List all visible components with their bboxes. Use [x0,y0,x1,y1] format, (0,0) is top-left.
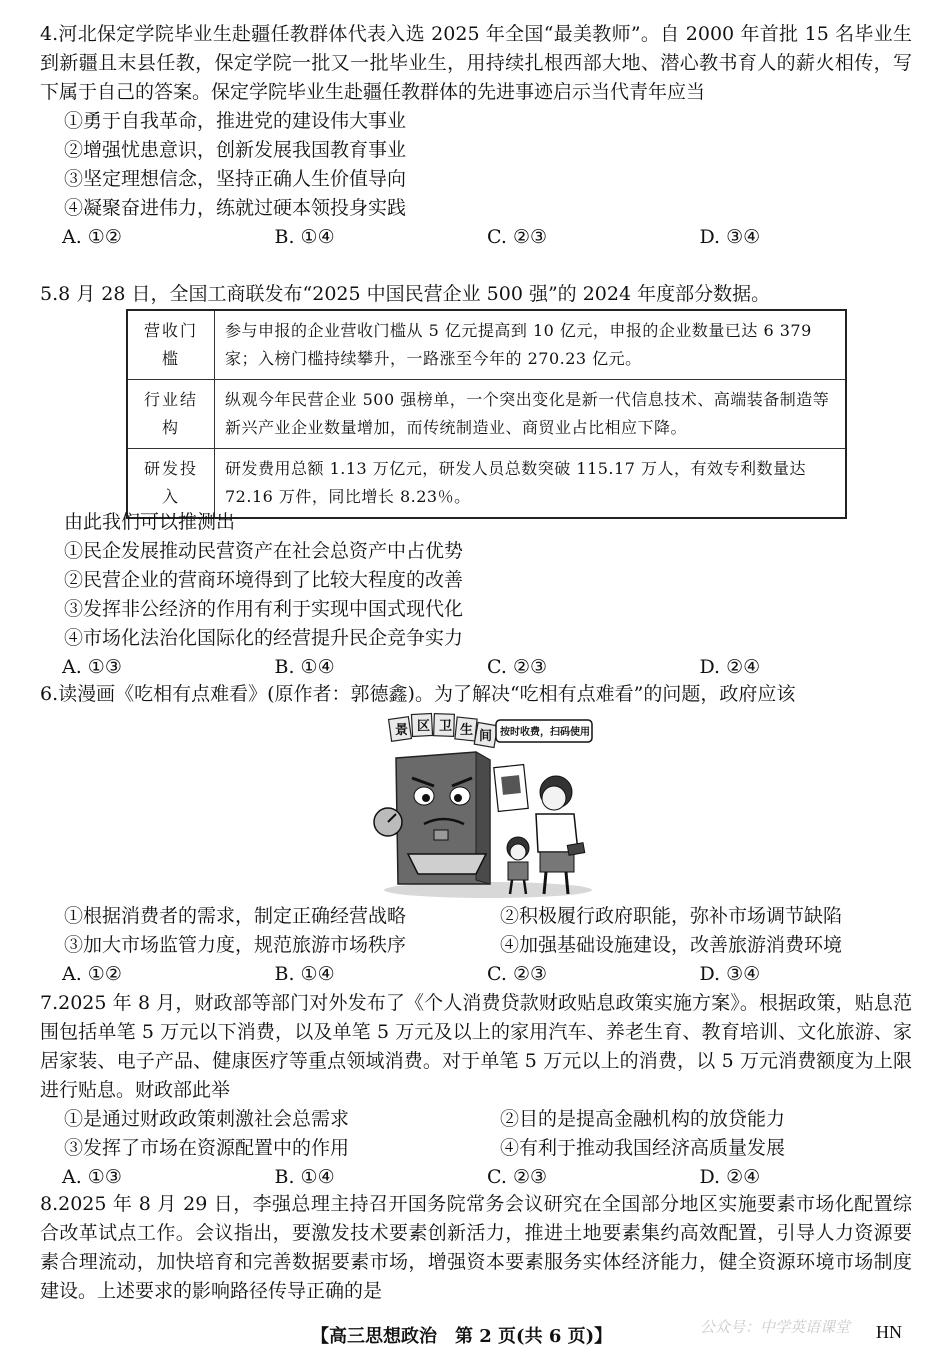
question-4-option-1: ①勇于自我革命，推进党的建设伟大事业 [64,110,407,132]
question-5 [40,508,912,682]
question-6-option-3: ③加大市场监管力度，规范旅游市场秩序 [64,934,407,956]
question-5-answers [40,653,912,682]
footer-code: HN [876,1322,902,1342]
cartoon-sign-char: 区 [417,719,431,734]
table-row-head: 行业结构 [127,380,215,449]
question-5-option-2: ②民营企业的营商环境得到了比较大程度的改善 [64,569,464,591]
table-row-head: 研发投入 [127,449,215,519]
cartoon-sign-char: 间 [479,729,493,744]
question-7-option-1: ①是通过财政政策刺激社会总需求 [64,1108,350,1130]
question-7-answers [40,1163,912,1192]
answer-a: A. ①② [62,963,122,985]
answer-b: B. ①④ [274,226,335,248]
question-7-stem: 7.2025 年 8 月，财政部等部门对外发布了《个人消费贷款财政贴息政策实施方案》。根据政策，贴息范围包括单笔 5 万元以下消费，以及单笔 5 万元及以上的家用汽车、养老生育、教育培训、文化旅游、家居家装、电子产品、健康医疗等重点领域消费。对于单笔 5 万元以上的消费，以 5 万元消费额度为上限进行贴息。财政部此举 [40,992,912,1101]
question-5-option-3: ③发挥非公经济的作用有利于实现中国式现代化 [64,598,464,620]
question-7-options-row-1 [40,1105,912,1134]
question-5-lead: 由此我们可以推测出 [64,511,236,533]
cartoon-bubble-text: 按时收费，扫码使用 [500,727,590,738]
cartoon-image [368,712,596,898]
question-6-stem: 6.读漫画《吃相有点难看》(原作者：郭德鑫)。为了解决“吃相有点难看”的问题，政府应该 [40,683,796,705]
answer-b: B. ①④ [274,656,335,678]
answer-d: D. ③④ [699,963,761,985]
question-6-answers [40,960,912,989]
answer-c: C. ②③ [487,963,548,985]
answer-b: B. ①④ [274,963,335,985]
table-row [127,310,846,380]
question-7-options-row-2 [40,1134,912,1163]
answer-b: B. ①④ [274,1166,335,1188]
answer-c: C. ②③ [487,226,548,248]
question-5-option-1: ①民企发展推动民营资产在社会总资产中占优势 [64,540,464,562]
question-6 [40,902,912,989]
question-7 [40,989,912,1192]
answer-d: D. ②④ [699,1166,761,1188]
table-row [127,380,846,449]
question-8 [40,1190,912,1306]
table-row-text: 参与申报的企业营收门槛从 5 亿元提高到 10 亿元，申报的企业数量已达 6 379 家；入榜门槛持续攀升，一路涨至今年的 270.23 亿元。 [215,310,847,380]
answer-c: C. ②③ [487,1166,548,1188]
table-row-text: 纵观今年民营企业 500 强榜单，一个突出变化是新一代信息技术、高端装备制造等新兴产业企业数量增加，而传统制造业、商贸业占比相应下降。 [215,380,847,449]
footer-page-info: 【高三思想政治 第 2 页(共 6 页)】 [311,1326,613,1347]
question-4 [40,20,912,252]
answer-a: A. ①③ [62,1166,122,1188]
question-5-option-4: ④市场化法治化国际化的经营提升民企竞争实力 [64,627,464,649]
question-7-option-4: ④有利于推动我国经济高质量发展 [500,1137,786,1159]
cartoon-sign-char: 生 [460,723,474,738]
table-row-head: 营收门槛 [127,310,215,380]
question-4-option-3: ③坚定理想信念，坚持正确人生价值导向 [64,168,407,190]
question-7-option-3: ③发挥了市场在资源配置中的作用 [64,1137,350,1159]
question-6-option-4: ④加强基础设施建设，改善旅游消费环境 [500,934,843,956]
cartoon-sign-char: 景 [395,723,409,738]
answer-c: C. ②③ [487,656,548,678]
question-5-stem: 5.8 月 28 日，全国工商联发布“2025 中国民营企业 500 强”的 2024 年度部分数据。 [40,283,771,305]
question-4-option-2: ②增强忧患意识，创新发展我国教育事业 [64,139,407,161]
enterprise-data-table [126,309,847,519]
question-8-stem: 8.2025 年 8 月 29 日，李强总理主持召开国务院常务会议研究在全国部分地区实施要素市场化配置综合改革试点工作。会议指出，要激发技术要素创新活力，推进土地要素集约高效配置，引导人力资源要素合理流动，加快培育和完善数据要素市场，增强资本要素服务实体经济能力，健全资源环境市场制度建设。上述要求的影响路径传导正确的是 [40,1193,912,1302]
watermark: 公众号：中学英语课堂 [700,1318,851,1336]
question-6-option-1: ①根据消费者的需求，制定正确经营战略 [64,905,407,927]
question-7-option-2: ②目的是提高金融机构的放贷能力 [500,1108,786,1130]
answer-a: A. ①② [62,226,122,248]
table-row-text: 研发费用总额 1.13 万亿元，研发人员总数突破 115.17 万人，有效专利数量达 72.16 万件，同比增长 8.23％。 [215,449,847,519]
question-4-stem: 4.河北保定学院毕业生赴疆任教群体代表入选 2025 年全国“最美教师”。自 2000 年首批 15 名毕业生到新疆且末县任教，保定学院一批又一批毕业生，用持续扎根西部大地、潜心教书育人的薪火相传，写下属于自己的答案。保定学院毕业生赴疆任教群体的先进事迹启示当代青年应当 [40,23,912,103]
question-6-stem-wrap [40,680,912,709]
answer-d: D. ③④ [699,226,761,248]
question-4-option-4: ④凝聚奋进伟力，练就过硬本领投身实践 [64,197,407,219]
answer-a: A. ①③ [62,656,122,678]
question-6-option-2: ②积极履行政府职能，弥补市场调节缺陷 [500,905,843,927]
cartoon-sign-char: 卫 [439,719,453,734]
answer-d: D. ②④ [699,656,761,678]
question-4-answers [40,223,912,252]
question-6-options-row-2 [40,931,912,960]
question-6-options-row-1 [40,902,912,931]
question-5-stem-wrap [40,280,912,309]
